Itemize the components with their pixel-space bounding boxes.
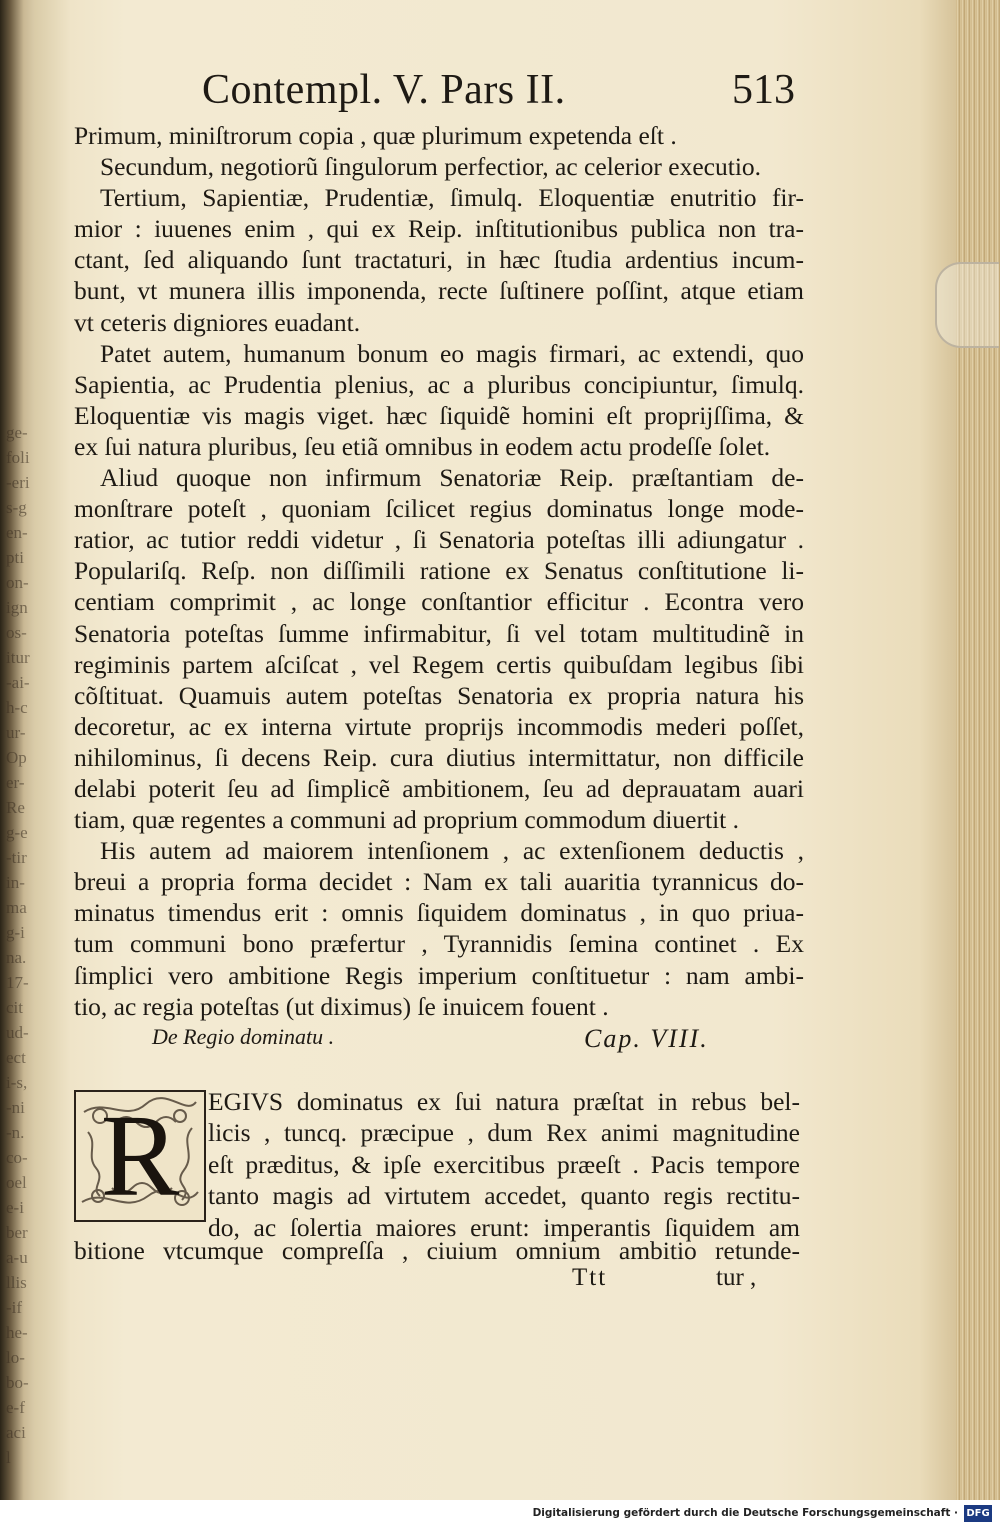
chapter-title: De Regio dominatu . [152,1024,335,1049]
text-line: Tertium, Sapientiæ, Prudentiæ, ſimulq. Eloquentiæ enutritio fir- [100,183,804,213]
bookmark-clip [935,262,999,348]
signature-mark: Ttt [572,1264,608,1291]
text-line: monſtrare poteſt , quoniam ſcilicet regius dominatus longe mode- [74,494,804,524]
footer-credit: Digitalisierung gefördert durch die Deutsche Forschungsgemeinschaft · [532,1507,958,1519]
text-line: ex ſui natura pluribus, ſeu etiã omnibus in eodem actu prodeſſe ſolet. [74,431,771,461]
catchword-line [572,1264,772,1296]
text-line: EGIVS dominatus ex ſui natura præſtat in rebus bel- [208,1087,800,1116]
text-line: ratior, ac tutior reddi videtur , ſi Senatoria poteſtas illi adiungatur . [74,525,804,555]
text-line: bunt, vt munera illis imponenda, recte ſuſtinere poſſint, atque etiam [74,276,804,306]
text-line: His autem ad maiorem intenſionem , ac extenſionem deductis , [100,836,804,866]
text-line: centiam comprimit , ac longe conſtantior efficitur . Econtra vero [74,587,804,617]
text-line: cõſtituat. Quamuis autem poteſtas Senatoria ex propria natura his [74,680,804,710]
running-head [202,66,822,122]
text-line: Patet autem, humanum bonum eo magis firmari, ac extendi, quo [100,338,804,368]
text-line: Primum, miniſtrorum copia , quæ plurimum expetenda eſt . [74,121,677,150]
dfg-logo: DFG [964,1505,992,1522]
chapter-text [208,1086,800,1243]
text-line: bitione vtcumque compreſſa , ciuium omnium ambitio retunde- [74,1236,800,1265]
text-line: Sapientia, ac Prudentia plenius, ac a pluribus concipiuntur, ſimulq. [74,369,804,399]
text-line: Senatoria poteſtas ſumme infirmabitur, ſi vel totam multitudinẽ in [74,618,804,648]
ornamental-initial [74,1090,206,1222]
page-stack-edge [956,0,1000,1500]
text-line: tanto magis ad virtutem accedet, quanto regis rectitu- [208,1181,800,1211]
page-number: 513 [732,67,795,113]
text-line: eſt præditus, & ipſe exercitibus præeſt . Pacis tempore [208,1149,800,1179]
catchword: tur , [716,1264,757,1291]
chapter-heading [152,1024,732,1058]
text-line: licis , tuncq. præcipue , dum Rex animi magnitudine [208,1118,800,1148]
text-line: minatus timendus erit : omnis ſiquidem dominatus , in quo priua- [74,898,804,928]
text-line: regiminis partem aſciſcat , vel Regem certis quibuſdam legibus ſibi [74,649,804,679]
text-line: mior : iuuenes enim , qui ex Reip. inſtitutionibus publica non tra- [74,214,804,244]
text-line: tum communi bono præfertur , Tyrannidis ſemina continet . Ex [74,929,804,959]
text-line: tiam, quæ regentes a communi ad proprium commodum diuertit . [74,805,739,835]
text-line: ctant, ſed aliquando ſunt tractaturi, in hæc ſtudia ardentius incum- [74,245,804,275]
text-line: Secundum, negotiorũ ſingulorum perfectior, ac celerior executio. [100,152,762,182]
left-page-fragment: ge-foli-eris-gen-ption-ignos-itur-ai-h-cur-Oper-Reg-e-tirin-mag-ina.17-citud-ecti-s,-ni-n.co-oele-ibera-ullis-ifhe-lo-bo-e-facil [6,423,30,1467]
text-line: nihilominus, ſi decens Reip. cura diutius intermittatur, non difficile [74,742,804,772]
text-line: Eloquentiæ vis magis viget. hæc ſiquidẽ homini eſt proprijſſima, & [74,400,804,430]
text-line: ſimplici vero ambitione Regis imperium conſtituetur : nam ambi- [74,960,804,990]
text-line: delabi poterit ſeu ad ſimplicẽ ambitionem, ſeu ad deprauatam auari [74,773,804,803]
footer-bar [0,1500,1000,1527]
chapter-number: Cap. VIII. [584,1024,709,1053]
text-line: vt ceteris digniores euadant. [74,307,361,337]
text-line: Populariſq. Reſp. non diſſimili ratione ex Senatus conſtitutione li- [74,556,804,586]
text-line: decoretur, ac ex interna virtute proprijs incommodis mederi poſſet, [74,711,804,741]
text-line: tio, ac regia poteſtas (ut diximus) ſe inuicem fouent . [74,991,609,1021]
initial-letter: R [100,1090,180,1221]
left-page-edge [0,0,34,1500]
text-line: Aliud quoque non infirmum Senatoriæ Reip. præſtantiam de- [100,463,804,493]
text-line: breui a propria forma decidet : Nam ex tali auaritia tyrannicus do- [74,867,804,897]
body-text [74,120,804,1022]
running-head-title: Contempl. V. Pars II. [202,67,566,113]
text-line: do, ac ſolertia maiores erunt: imperantis ſiquidem am [208,1212,800,1242]
chapter-text-continued [74,1235,800,1266]
